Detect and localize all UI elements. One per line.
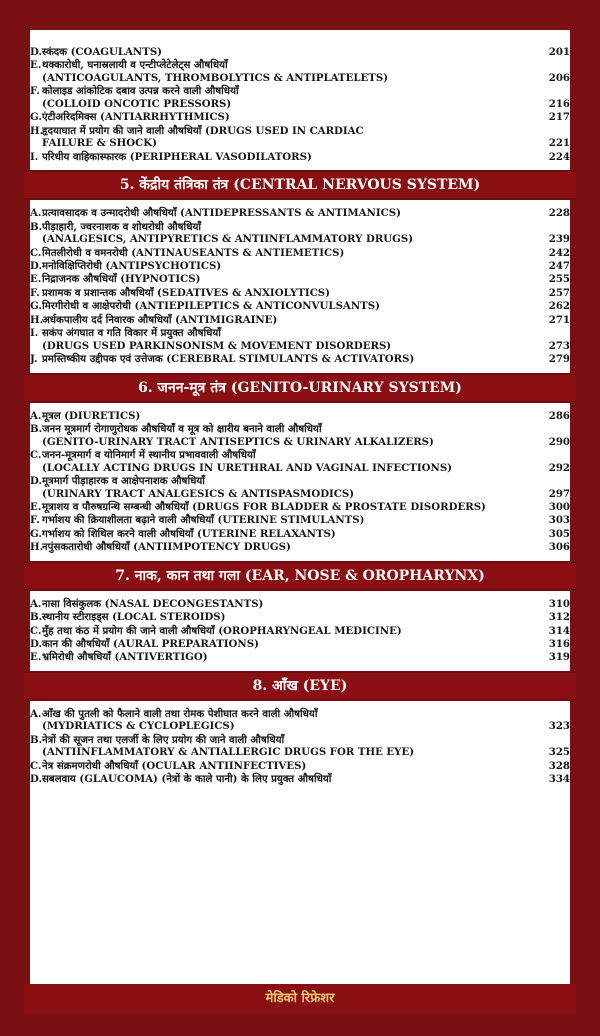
toc-entry[interactable] <box>30 221 570 246</box>
entry-title-line: एंटीअरिदमिक्स (ANTIARRHYTHMICS) <box>42 111 230 124</box>
entry-letter: A. <box>30 597 42 610</box>
entry-page-number: 312 <box>548 611 570 624</box>
entry-title-line: मूत्रमार्ग पीड़ाहारक व आक्षेपनाशक औषधियाँ <box>42 474 205 487</box>
entry-page-number: 334 <box>548 773 570 786</box>
toc-entry[interactable] <box>30 651 570 664</box>
entry-letter: E. <box>30 273 42 286</box>
entry-title-line: जनन मूत्रमार्ग रोगाणुरोधक औषधियाँ व मूत्र को क्षारीय बनाने वाली औषधियाँ <box>42 423 322 436</box>
entry-title-line: कोलाइड आंकोटिक दबाव उत्पन्न करने वाली औषधियाँ <box>42 85 239 98</box>
entry-letter: F. <box>30 85 40 98</box>
entry-title-line: मूत्राशय व पौरुषग्रन्थि सम्बन्धी औषधियाँ (DRUGS FOR BLADDER & PROSTATE DISORDERS) <box>42 500 486 513</box>
entry-title-line: सबलवाय (GLAUCOMA) (नेत्रों के काले पानी) के लिए प्रयुक्त औषधियाँ <box>42 773 332 786</box>
entry-letter: I. <box>30 150 39 163</box>
toc-entry[interactable] <box>30 638 570 651</box>
entry-title-line: (DRUGS USED PARKINSONISM & MOVEMENT DISORDERS) <box>42 339 392 352</box>
entry-title-line: हृदयाघात में प्रयोग की जाने वाली औषधियाँ (DRUGS USED IN CARDIAC <box>42 124 364 137</box>
entry-page-number: 297 <box>548 487 570 500</box>
entry-page-number: 247 <box>548 260 570 273</box>
entry-letter: B. <box>30 733 43 746</box>
toc-entry[interactable] <box>30 314 570 327</box>
page-frame-bottom <box>0 1014 600 1036</box>
toc-entry[interactable] <box>30 611 570 624</box>
entry-letter: B. <box>30 220 43 233</box>
toc-entry[interactable] <box>30 59 570 84</box>
toc-entry[interactable] <box>30 46 570 59</box>
entry-title-line: (LOCALLY ACTING DRUGS IN URETHRAL AND VAGINAL INFECTIONS) <box>42 461 452 474</box>
section-heading: 8. आँख (EYE) <box>24 671 576 701</box>
entry-title-line: जनन-मूत्रमार्ग व योनिमार्ग में स्थानीय प्रभाववाली औषधियाँ <box>42 449 256 461</box>
footer-banner: मेडिको रिफ्रेशर <box>24 984 576 1014</box>
entry-page-number: 239 <box>548 233 570 246</box>
entry-page-number: 319 <box>548 651 570 664</box>
entry-title-line: आँख की पुतली को फैलाने वाली तथा रोमक पेशीघात करने वाली औषधियाँ <box>42 707 318 720</box>
entry-letter: I. <box>30 327 39 340</box>
entry-page-number: 325 <box>548 746 570 759</box>
entry-title-line: परिधीय वाहिकास्फारक (PERIPHERAL VASODILATORS) <box>42 150 312 163</box>
entry-title-line: नेत्र संक्रमणरोधी औषधियाँ (OCULAR ANTIINFECTIVES) <box>42 759 307 772</box>
entry-page-number: 242 <box>548 246 570 259</box>
entry-page-number: 292 <box>548 461 570 474</box>
entry-title-line: निद्राजनक औषधियाँ (HYPNOTICS) <box>42 273 201 286</box>
entry-letter: E. <box>30 651 42 664</box>
entry-title-line: FAILURE & SHOCK) <box>42 137 157 150</box>
toc-entry[interactable] <box>30 501 570 514</box>
entry-page-number: 300 <box>548 500 570 513</box>
entry-page-number: 328 <box>548 759 570 772</box>
entry-letter: G. <box>30 111 42 124</box>
entry-letter: D. <box>30 773 43 786</box>
toc-entry[interactable] <box>30 598 570 611</box>
entry-title-line: स्कंदक (COAGULANTS) <box>42 46 162 58</box>
entry-title-line: प्रशामक व प्रशान्तक औषधियाँ (SEDATIVES & ANXIOLYTICS) <box>42 286 330 299</box>
entry-page-number: 306 <box>548 541 570 554</box>
entry-letter: H. <box>30 124 44 137</box>
entry-letter: B. <box>30 611 43 624</box>
entry-page-number: 257 <box>548 286 570 299</box>
entry-title-line: मिरगीरोधी व आक्षेपरोधी (ANTIEPILEPTICS & ANTICONVULSANTS) <box>42 300 380 313</box>
entry-title-line: अर्धकपालीय दर्द निवारक औषधियाँ (ANTIMIGRAINE) <box>42 313 278 326</box>
entry-title-line: मूत्रल (DIURETICS) <box>42 409 141 422</box>
entry-title-line: नासा विसंकुलक (NASAL DECONGESTANTS) <box>42 597 264 610</box>
entry-title-line: नेत्रों की सूजन तथा एलर्जी के लिए प्रयोग की जाने वाली औषधियाँ <box>42 733 285 746</box>
section-entries <box>24 207 576 365</box>
entry-title-line: कान की औषधियाँ (AURAL PREPARATIONS) <box>42 637 259 650</box>
entry-letter: A. <box>30 207 42 220</box>
entry-title-line: प्रमस्तिष्कीय उद्दीपक एवं उत्तेजक (CEREBRAL STIMULANTS & ACTIVATORS) <box>42 353 415 366</box>
entry-page-number: 224 <box>548 150 570 163</box>
entry-letter: D. <box>30 46 43 58</box>
entry-title-line: सकंप अंगघात व गति विकार में प्रयुक्त औषधियाँ <box>42 327 221 340</box>
entry-title-line: थक्कारोधी, घनास्रलायी व एन्टीप्लेटेलेट्स औषधियाँ <box>42 59 228 72</box>
toc-entry[interactable] <box>30 273 570 286</box>
entry-page-number: 217 <box>548 111 570 124</box>
entry-title-line: (ANTIINFLAMMATORY & ANTIALLERGIC DRUGS FOR THE EYE) <box>42 746 415 759</box>
entry-letter: C. <box>30 246 42 259</box>
entry-letter: D. <box>30 474 43 487</box>
toc-entry[interactable] <box>30 353 570 366</box>
entry-letter: C. <box>30 449 42 461</box>
entry-page-number: 228 <box>548 207 570 220</box>
entry-page-number: 221 <box>548 137 570 150</box>
entry-page-number: 305 <box>548 527 570 540</box>
entry-page-number: 255 <box>548 273 570 286</box>
entry-letter: E. <box>30 59 42 72</box>
toc-entry[interactable] <box>30 773 570 786</box>
entry-page-number: 303 <box>548 514 570 527</box>
toc-entry[interactable] <box>30 514 570 527</box>
entry-title-line: स्थानीय स्टीराइड्स (LOCAL STEROIDS) <box>42 611 226 624</box>
entry-title-line: मितलीरोधी व वमनरोधी (ANTINAUSEANTS & ANTIEMETICS) <box>42 246 345 259</box>
entry-title-line: (MYDRIATICS & CYCLOPLEGICS) <box>42 720 235 733</box>
entry-title-line: प्रत्यावसादक व उन्मादरोधी औषधियाँ (ANTIDEPRESSANTS & ANTIMANICS) <box>42 207 401 220</box>
section-entries <box>24 598 576 664</box>
entry-title-line: मुँह तथा कंठ में प्रयोग की जाने वाली औषधियाँ (OROPHARYNGEAL MEDICINE) <box>42 624 402 637</box>
entry-page-number: 201 <box>548 46 570 58</box>
entry-title-line: पीड़ाहारी, ज्वरनाशक व शोथरोधी औषधियाँ <box>42 220 202 233</box>
entry-page-number: 216 <box>548 97 570 110</box>
section-heading: 5. केंद्रीय तंत्रिका तंत्र (CENTRAL NERVOUS SYSTEM) <box>24 170 576 200</box>
toc-entry[interactable] <box>30 260 570 273</box>
table-of-contents <box>24 46 576 787</box>
section-entries <box>24 410 576 554</box>
entry-title-line: (ANTICOAGULANTS, THROMBOLYTICS & ANTIPLATELETS) <box>42 71 389 84</box>
toc-entry[interactable] <box>30 475 570 500</box>
entry-letter: H. <box>30 541 44 554</box>
entry-letter: G. <box>30 300 42 313</box>
entry-letter: C. <box>30 624 42 637</box>
entry-letter: A. <box>30 409 42 422</box>
section-heading: 7. नाक, कान तथा गला (EAR, NOSE & OROPHARYNX) <box>24 561 576 591</box>
entry-page-number: 273 <box>548 339 570 352</box>
toc-entry[interactable] <box>30 327 570 352</box>
entry-title-line: (COLLOID ONCOTIC PRESSORS) <box>42 97 232 110</box>
entry-title-line: भ्रमिरोधी औषधियाँ (ANTIVERTIGO) <box>42 651 208 664</box>
entry-page-number: 271 <box>548 313 570 326</box>
toc-entry[interactable] <box>30 734 570 759</box>
toc-entry[interactable] <box>30 410 570 423</box>
entry-letter: D. <box>30 637 43 650</box>
entry-page-number: 310 <box>548 597 570 610</box>
entry-letter: A. <box>30 707 42 720</box>
entry-letter: F. <box>30 514 40 527</box>
toc-entry[interactable] <box>30 449 570 474</box>
entry-title-line: मनोविक्षिप्तिरोधी (ANTIPSYCHOTICS) <box>42 260 222 273</box>
entry-title-line: (GENITO-URINARY TRACT ANTISEPTICS & URINARY ALKALIZERS) <box>42 435 434 448</box>
entry-page-number: 314 <box>548 624 570 637</box>
entry-page-number: 206 <box>548 71 570 84</box>
entry-letter: G. <box>30 527 42 540</box>
entry-letter: H. <box>30 313 44 326</box>
entry-title-line: गर्भाशय को शिथिल करने वाली औषधियाँ (UTERINE RELAXANTS) <box>42 527 336 540</box>
toc-entry[interactable] <box>30 541 570 554</box>
toc-entry[interactable] <box>30 85 570 110</box>
toc-entry[interactable] <box>30 207 570 220</box>
entry-page-number: 286 <box>548 409 570 422</box>
entry-title-line: नपुंसकतारोधी औषधियाँ (ANTIIMPOTENCY DRUGS) <box>42 541 291 554</box>
page-frame-top <box>0 0 600 30</box>
entry-letter: D. <box>30 260 43 273</box>
entry-title-line: (URINARY TRACT ANALGESICS & ANTISPASMODICS) <box>42 487 355 500</box>
entry-page-number: 316 <box>548 637 570 650</box>
entry-letter: E. <box>30 500 42 513</box>
toc-entry[interactable] <box>30 528 570 541</box>
toc-entry[interactable] <box>30 625 570 638</box>
entry-letter: C. <box>30 759 42 772</box>
entry-page-number: 290 <box>548 435 570 448</box>
toc-entry[interactable] <box>30 125 570 150</box>
toc-entry[interactable] <box>30 760 570 773</box>
entry-page-number: 279 <box>548 353 570 366</box>
entry-letter: J. <box>30 353 38 366</box>
toc-entry[interactable] <box>30 708 570 733</box>
toc-entry[interactable] <box>30 300 570 313</box>
toc-entry[interactable] <box>30 247 570 260</box>
entry-title-line: (ANALGESICS, ANTIPYRETICS & ANTIINFLAMMATORY DRUGS) <box>42 233 414 246</box>
section-entries <box>24 708 576 786</box>
toc-entry[interactable] <box>30 287 570 300</box>
toc-entry[interactable] <box>30 423 570 448</box>
entry-page-number: 262 <box>548 300 570 313</box>
entry-letter: F. <box>30 286 40 299</box>
entry-title-line: गर्भाशय की क्रियाशीलता बढ़ाने वाली औषधियाँ (UTERINE STIMULANTS) <box>42 514 365 527</box>
entry-letter: B. <box>30 423 43 436</box>
section-entries <box>24 46 576 163</box>
toc-entry[interactable] <box>30 151 570 164</box>
entry-page-number: 323 <box>548 720 570 733</box>
section-heading: 6. जनन-मूत्र तंत्र (GENITO-URINARY SYSTEM) <box>24 373 576 403</box>
toc-entry[interactable] <box>30 111 570 124</box>
